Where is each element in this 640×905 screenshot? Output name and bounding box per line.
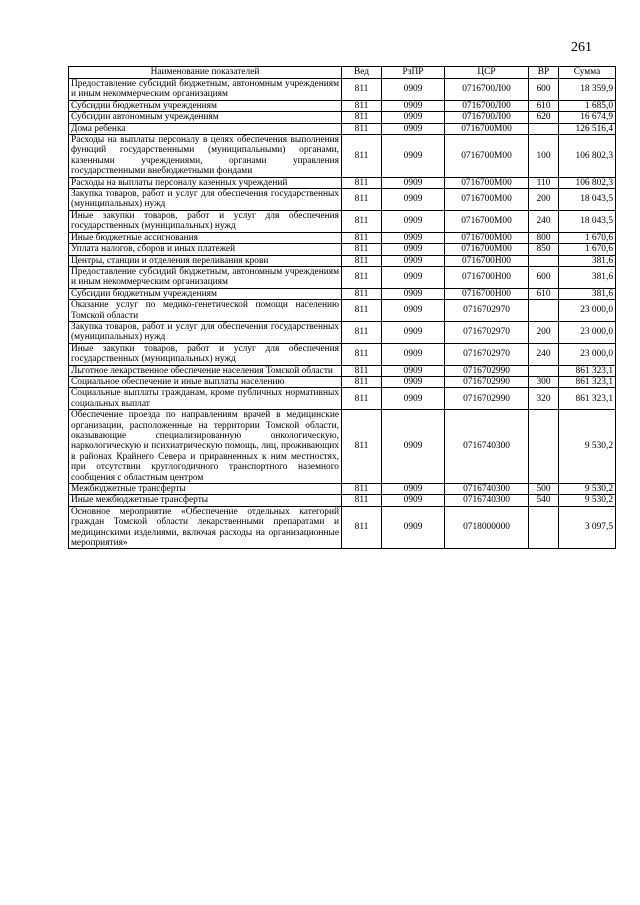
header-ved: Вед [342, 67, 382, 79]
cell-rzpr: 0909 [382, 100, 445, 111]
cell-sum: 9 530,2 [559, 484, 616, 495]
cell-ved: 811 [342, 300, 382, 322]
cell-ved: 811 [342, 266, 382, 288]
cell-ved: 811 [342, 177, 382, 188]
cell-sum: 861 323,1 [559, 365, 616, 376]
cell-rzpr: 0909 [382, 506, 445, 549]
cell-ved: 811 [342, 388, 382, 410]
cell-vr: 620 [529, 112, 559, 123]
table-row [69, 232, 616, 243]
cell-csr: 0718000000 [445, 506, 529, 549]
cell-vr: 610 [529, 288, 559, 299]
cell-rzpr: 0909 [382, 123, 445, 134]
table-row [69, 376, 616, 387]
cell-vr: 200 [529, 189, 559, 211]
budget-table [68, 66, 616, 549]
cell-csr: 0716700Н00 [445, 266, 529, 288]
table-row [69, 112, 616, 123]
cell-ved: 811 [342, 100, 382, 111]
cell-name: Обеспечение проезда по направлениям врачей в медицинские организации, расположенные на территории Томской области, оказывающие специализированную онкологическую, наркологическую и психиатрическую помощь, лиц, проживающих в районах Крайнего Севера и приравненных к ним местностях, при отсутствии круглогодичного транспортного наземного сообщения с областным центром [69, 410, 342, 484]
cell-vr: 110 [529, 177, 559, 188]
cell-vr [529, 506, 559, 549]
cell-ved: 811 [342, 112, 382, 123]
cell-ved: 811 [342, 255, 382, 266]
cell-vr [529, 365, 559, 376]
cell-sum: 9 530,2 [559, 495, 616, 506]
cell-ved: 811 [342, 321, 382, 343]
cell-sum: 861 323,1 [559, 388, 616, 410]
cell-sum: 106 802,3 [559, 177, 616, 188]
cell-name: Расходы на выплаты персоналу казенных учреждений [69, 177, 342, 188]
cell-sum: 18 043,5 [559, 189, 616, 211]
table-row [69, 288, 616, 299]
cell-name: Межбюджетные трансферты [69, 484, 342, 495]
cell-ved: 811 [342, 232, 382, 243]
cell-csr: 0716702990 [445, 388, 529, 410]
cell-rzpr: 0909 [382, 388, 445, 410]
cell-ved: 811 [342, 123, 382, 134]
cell-rzpr: 0909 [382, 321, 445, 343]
cell-ved: 811 [342, 189, 382, 211]
cell-name: Расходы на выплаты персоналу в целях обеспечения выполнения функций государственными (муниципальными) органами, казенными учреждениями, органами управления государственными внебюджетными фондами [69, 135, 342, 178]
cell-csr: 0716700Н00 [445, 255, 529, 266]
cell-csr: 0716700Л00 [445, 79, 529, 101]
cell-csr: 0716702970 [445, 321, 529, 343]
table-row [69, 343, 616, 365]
cell-sum: 23 000,0 [559, 300, 616, 322]
cell-csr: 0716702970 [445, 300, 529, 322]
cell-name: Субсидии бюджетным учреждениям [69, 288, 342, 299]
cell-sum: 23 000,0 [559, 343, 616, 365]
cell-ved: 811 [342, 244, 382, 255]
table-row [69, 410, 616, 484]
cell-rzpr: 0909 [382, 266, 445, 288]
cell-name: Предоставление субсидий бюджетным, автономным учреждениям и иным некоммерческим организациям [69, 79, 342, 101]
cell-csr: 0716700М00 [445, 177, 529, 188]
table-row [69, 244, 616, 255]
cell-csr: 0716702990 [445, 376, 529, 387]
cell-vr [529, 123, 559, 134]
cell-vr: 600 [529, 79, 559, 101]
cell-csr: 0716702990 [445, 365, 529, 376]
cell-ved: 811 [342, 288, 382, 299]
cell-vr [529, 410, 559, 484]
cell-sum: 1 670,6 [559, 232, 616, 243]
cell-name: Уплата налогов, сборов и иных платежей [69, 244, 342, 255]
cell-rzpr: 0909 [382, 288, 445, 299]
cell-name: Социальное обеспечение и иные выплаты населению [69, 376, 342, 387]
cell-rzpr: 0909 [382, 79, 445, 101]
cell-vr: 240 [529, 343, 559, 365]
cell-sum: 18 043,5 [559, 210, 616, 232]
table-row [69, 255, 616, 266]
cell-vr: 500 [529, 484, 559, 495]
table-row [69, 177, 616, 188]
cell-csr: 0716700М00 [445, 210, 529, 232]
cell-name: Закупка товаров, работ и услуг для обеспечения государственных (муниципальных) нужд [69, 321, 342, 343]
header-rzpr: РзПР [382, 67, 445, 79]
cell-ved: 811 [342, 210, 382, 232]
cell-name: Иные закупки товаров, работ и услуг для обеспечения государственных (муниципальных) нужд [69, 343, 342, 365]
cell-name: Центры, станции и отделения переливания крови [69, 255, 342, 266]
table-row [69, 495, 616, 506]
page-number: 261 [571, 40, 592, 55]
cell-ved: 811 [342, 79, 382, 101]
header-name: Наименование показателей [69, 67, 342, 79]
cell-rzpr: 0909 [382, 410, 445, 484]
cell-name: Предоставление субсидий бюджетным, автономным учреждениям и иным некоммерческим организациям [69, 266, 342, 288]
cell-rzpr: 0909 [382, 210, 445, 232]
cell-ved: 811 [342, 495, 382, 506]
cell-rzpr: 0909 [382, 495, 445, 506]
cell-rzpr: 0909 [382, 484, 445, 495]
cell-name: Иные межбюджетные трансферты [69, 495, 342, 506]
table-body [69, 79, 616, 549]
cell-vr: 300 [529, 376, 559, 387]
cell-csr: 0716740300 [445, 495, 529, 506]
cell-sum: 106 802,3 [559, 135, 616, 178]
cell-sum: 16 674,9 [559, 112, 616, 123]
cell-ved: 811 [342, 343, 382, 365]
table-header-row [69, 67, 616, 79]
cell-csr: 0716700М00 [445, 135, 529, 178]
cell-sum: 381,6 [559, 266, 616, 288]
cell-csr: 0716700М00 [445, 189, 529, 211]
cell-csr: 0716700М00 [445, 123, 529, 134]
table-row [69, 123, 616, 134]
cell-name: Дома ребенка [69, 123, 342, 134]
cell-ved: 811 [342, 410, 382, 484]
cell-name: Закупка товаров, работ и услуг для обеспечения государственных (муниципальных) нужд [69, 189, 342, 211]
table-row [69, 79, 616, 101]
cell-rzpr: 0909 [382, 177, 445, 188]
table-row [69, 100, 616, 111]
cell-vr: 240 [529, 210, 559, 232]
cell-vr: 200 [529, 321, 559, 343]
cell-vr: 610 [529, 100, 559, 111]
cell-rzpr: 0909 [382, 365, 445, 376]
cell-rzpr: 0909 [382, 343, 445, 365]
table-row [69, 135, 616, 178]
cell-sum: 381,6 [559, 255, 616, 266]
cell-ved: 811 [342, 506, 382, 549]
cell-name: Иные закупки товаров, работ и услуг для обеспечения государственных (муниципальных) нужд [69, 210, 342, 232]
cell-csr: 0716700Н00 [445, 288, 529, 299]
cell-rzpr: 0909 [382, 255, 445, 266]
table-row [69, 388, 616, 410]
cell-ved: 811 [342, 376, 382, 387]
table-row [69, 321, 616, 343]
cell-sum: 1 685,0 [559, 100, 616, 111]
cell-sum: 23 000,0 [559, 321, 616, 343]
table-row [69, 484, 616, 495]
cell-sum: 861 323,1 [559, 376, 616, 387]
table-row [69, 266, 616, 288]
cell-ved: 811 [342, 484, 382, 495]
cell-rzpr: 0909 [382, 300, 445, 322]
cell-name: Льготное лекарственное обеспечение населения Томской области [69, 365, 342, 376]
cell-name: Социальные выплаты гражданам, кроме публичных нормативных социальных выплат [69, 388, 342, 410]
cell-name: Субсидии автономным учреждениям [69, 112, 342, 123]
cell-sum: 381,6 [559, 288, 616, 299]
cell-vr: 800 [529, 232, 559, 243]
cell-csr: 0716700М00 [445, 232, 529, 243]
cell-vr [529, 255, 559, 266]
cell-vr [529, 300, 559, 322]
cell-sum: 126 516,4 [559, 123, 616, 134]
cell-csr: 0716700Л00 [445, 100, 529, 111]
cell-csr: 0716740300 [445, 410, 529, 484]
cell-csr: 0716700М00 [445, 244, 529, 255]
cell-sum: 3 097,5 [559, 506, 616, 549]
cell-rzpr: 0909 [382, 244, 445, 255]
cell-sum: 9 530,2 [559, 410, 616, 484]
table-row [69, 210, 616, 232]
cell-name: Субсидии бюджетным учреждениям [69, 100, 342, 111]
cell-vr: 100 [529, 135, 559, 178]
cell-name: Иные бюджетные ассигнования [69, 232, 342, 243]
header-vr: ВР [529, 67, 559, 79]
cell-ved: 811 [342, 135, 382, 178]
table-row [69, 506, 616, 549]
cell-sum: 1 670,6 [559, 244, 616, 255]
header-sum: Сумма [559, 67, 616, 79]
table-row [69, 189, 616, 211]
cell-csr: 0716700Л00 [445, 112, 529, 123]
cell-sum: 18 359,9 [559, 79, 616, 101]
cell-vr: 600 [529, 266, 559, 288]
table-row [69, 365, 616, 376]
cell-rzpr: 0909 [382, 376, 445, 387]
cell-rzpr: 0909 [382, 135, 445, 178]
cell-rzpr: 0909 [382, 232, 445, 243]
cell-csr: 0716702970 [445, 343, 529, 365]
cell-name: Оказание услуг по медико-генетической помощи населению Томской области [69, 300, 342, 322]
cell-rzpr: 0909 [382, 112, 445, 123]
cell-ved: 811 [342, 365, 382, 376]
cell-rzpr: 0909 [382, 189, 445, 211]
table-row [69, 300, 616, 322]
cell-csr: 0716740300 [445, 484, 529, 495]
cell-name: Основное мероприятие «Обеспечение отдельных категорий граждан Томской области лекарственными препаратами и медицинскими изделиями, включая расходы на организационные мероприятия» [69, 506, 342, 549]
cell-vr: 850 [529, 244, 559, 255]
cell-vr: 540 [529, 495, 559, 506]
cell-vr: 320 [529, 388, 559, 410]
header-csr: ЦСР [445, 67, 529, 79]
